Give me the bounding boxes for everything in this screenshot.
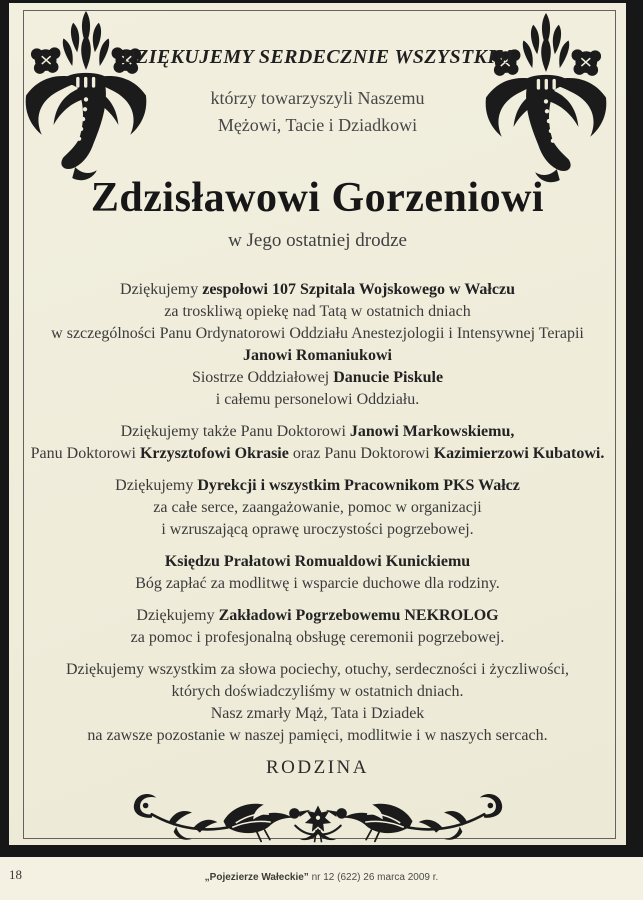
paragraph-line: Dziękujemy także Panu Doktorowi Janowi Markowskiemu,: [120, 423, 515, 441]
paragraph-line: i wzruszającą oprawę uroczystości pogrzebowej.: [161, 521, 474, 539]
newspaper-credit: [0, 872, 643, 883]
obituary-content: [9, 3, 626, 844]
paragraph-line: Dziękujemy zespołowi 107 Szpitala Wojskowego w Wałczu: [120, 281, 515, 299]
paragraph: [9, 421, 626, 465]
paragraph-line: w szczególności Panu Ordynatorowi Oddziału Anestezjologii i Intensywnej Terapii: [51, 325, 584, 343]
subheading-line-2: Mężowi, Tacie i Dziadkowi: [217, 115, 418, 135]
subheading: [9, 85, 626, 139]
paragraphs: [9, 279, 626, 747]
issue-info: nr 12 (622) 26 marca 2009 r.: [308, 872, 439, 883]
paragraph: [9, 659, 626, 747]
paragraph: [9, 475, 626, 541]
paragraph-line: Nasz zmarły Mąż, Tata i Dziadek: [210, 705, 425, 723]
deceased-name: Zdzisławowi Gorzeniowi: [90, 175, 545, 221]
subheading-line-1: którzy towarzyszyli Naszemu: [210, 88, 425, 108]
paragraph-line: Siostrze Oddziałowej Danucie Piskule: [191, 369, 444, 387]
paragraph-line: na zawsze pozostanie w naszej pamięci, modlitwie i w naszych sercach.: [87, 727, 548, 745]
paragraph-line: i całemu personelowi Oddziału.: [215, 391, 420, 409]
paragraph-line: Księdzu Prałatowi Romualdowi Kunickiemu: [164, 553, 471, 571]
paragraph: [9, 279, 626, 411]
paragraph-line: Dziękujemy Zakładowi Pogrzebowemu NEKROLOG: [136, 607, 499, 625]
paragraph: [9, 605, 626, 649]
thanks-heading: DZIĘKUJEMY SERDECZNIE WSZYSTKIM: [121, 46, 514, 68]
paragraph-line: Bóg zapłać za modlitwę i wsparcie duchowe dla rodziny.: [135, 575, 500, 593]
paragraph-line: Panu Doktorowi Krzysztofowi Okrasie oraz Panu Doktorowi Kazimierzowi Kubatowi.: [30, 445, 605, 463]
paragraph-line: których doświadczyliśmy w ostatnich dniach.: [171, 683, 464, 701]
paragraph-line: za pomoc i profesjonalną obsługę ceremonii pogrzebowej.: [130, 629, 505, 647]
paragraph-line: za troskliwą opiekę nad Tatą w ostatnich dniach: [164, 303, 471, 321]
paragraph-line: Janowi Romaniukowi: [243, 347, 392, 365]
signature: RODZINA: [266, 757, 369, 779]
page-footer: [0, 857, 643, 900]
page-number: 18: [9, 867, 22, 882]
paragraph-line: Dziękujemy wszystkim za słowa pociechy, otuchy, serdeczności i życzliwości,: [65, 661, 570, 679]
flourish-band-ornament-icon: [102, 788, 534, 844]
paragraph: [9, 551, 626, 595]
newspaper-title: „Pojezierze Wałeckie”: [204, 872, 309, 883]
farewell-subtitle: w Jego ostatniej drodze: [228, 230, 407, 252]
paragraph-line: Dziękujemy Dyrekcji i wszystkim Pracownikom PKS Wałcz: [115, 477, 520, 495]
paragraph-line: za całe serce, zaangażowanie, pomoc w organizacji: [153, 499, 482, 517]
